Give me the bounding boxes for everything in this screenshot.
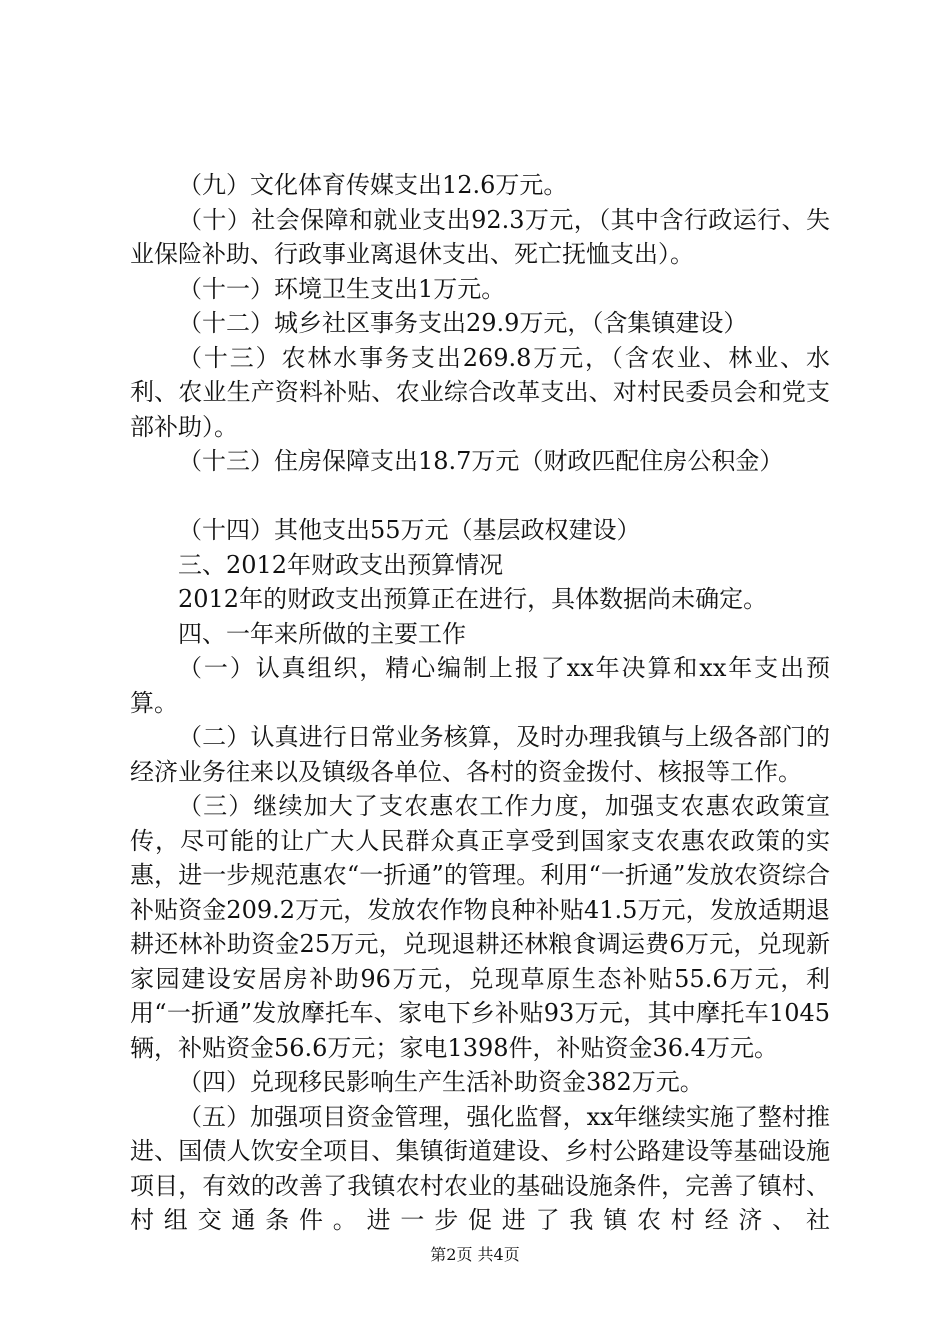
paragraph-culture-sports-expense: （九）文化体育传媒支出12.6万元。 xyxy=(178,171,568,199)
paragraph-environment-expense: （十一）环境卫生支出1万元。 xyxy=(178,274,506,303)
section-heading-budget: 三、2012年财政支出预算情况 xyxy=(178,550,504,579)
paragraph-work-item-4: （四）兑现移民影响生产生活补助资金382万元。 xyxy=(178,1068,704,1096)
blank-line xyxy=(130,479,830,514)
paragraph-social-security-expense: （十）社会保障和就业支出92.3万元，（其中含行政运行、失业保险补助、行政事业离退休支出、死亡抚恤支出）。 xyxy=(130,205,830,268)
paragraph-work-item-5: （五）加强项目资金管理，强化监督，xx年继续实施了整村推进、国债人饮安全项目、集镇街道建设、乡村公路建设等基础设施项目，有效的改善了我镇农村农业的基础设施条件，完善了镇村、村组交通条件。进一步促进了我镇农村经济、社 xyxy=(130,1102,830,1234)
paragraph-community-affairs-expense: （十二）城乡社区事务支出29.9万元，（含集镇建设） xyxy=(178,309,748,337)
paragraph-other-expense: （十四）其他支出55万元（基层政权建设） xyxy=(178,516,641,544)
paragraph-housing-expense: （十三）住房保障支出18.7万元（财政匹配住房公积金） xyxy=(178,447,784,475)
paragraph-work-item-1: （一）认真组织，精心编制上报了xx年决算和xx年支出预算。 xyxy=(130,654,830,717)
paragraph-budget-status: 2012年的财政支出预算正在进行，具体数据尚未确定。 xyxy=(178,585,768,613)
section-heading-main-work: 四、一年来所做的主要工作 xyxy=(178,619,466,648)
paragraph-work-item-2: （二）认真进行日常业务核算，及时办理我镇与上级各部门的经济业务往来以及镇级各单位、各村的资金拨付、核报等工作。 xyxy=(130,723,830,786)
paragraph-agriculture-expense: （十三）农林水事务支出269.8万元，（含农业、林业、水利、农业生产资料补贴、农业综合改革支出、对村民委员会和党支部补助）。 xyxy=(130,343,830,441)
paragraph-work-item-3: （三）继续加大了支农惠农工作力度，加强支农惠农政策宣传，尽可能的让广大人民群众真正享受到国家支农惠农政策的实惠，进一步规范惠农“一折通”的管理。利用“一折通”发放农资综合补贴资金209.2万元，发放农作物良种补贴41.5万元，发放适期退耕还林补助资金25万元，兑现退耕还林粮食调运费6万元，兑现新家园建设安居房补助96万元，兑现草原生态补贴55.6万元，利用“一折通”发放摩托车、家电下乡补贴93万元，其中摩托车1045辆，补贴资金56.6万元；家电1398件，补贴资金36.4万元。 xyxy=(130,792,830,1062)
document-body xyxy=(130,168,830,1238)
page-footer: 第2页 共4页 xyxy=(430,1245,520,1264)
